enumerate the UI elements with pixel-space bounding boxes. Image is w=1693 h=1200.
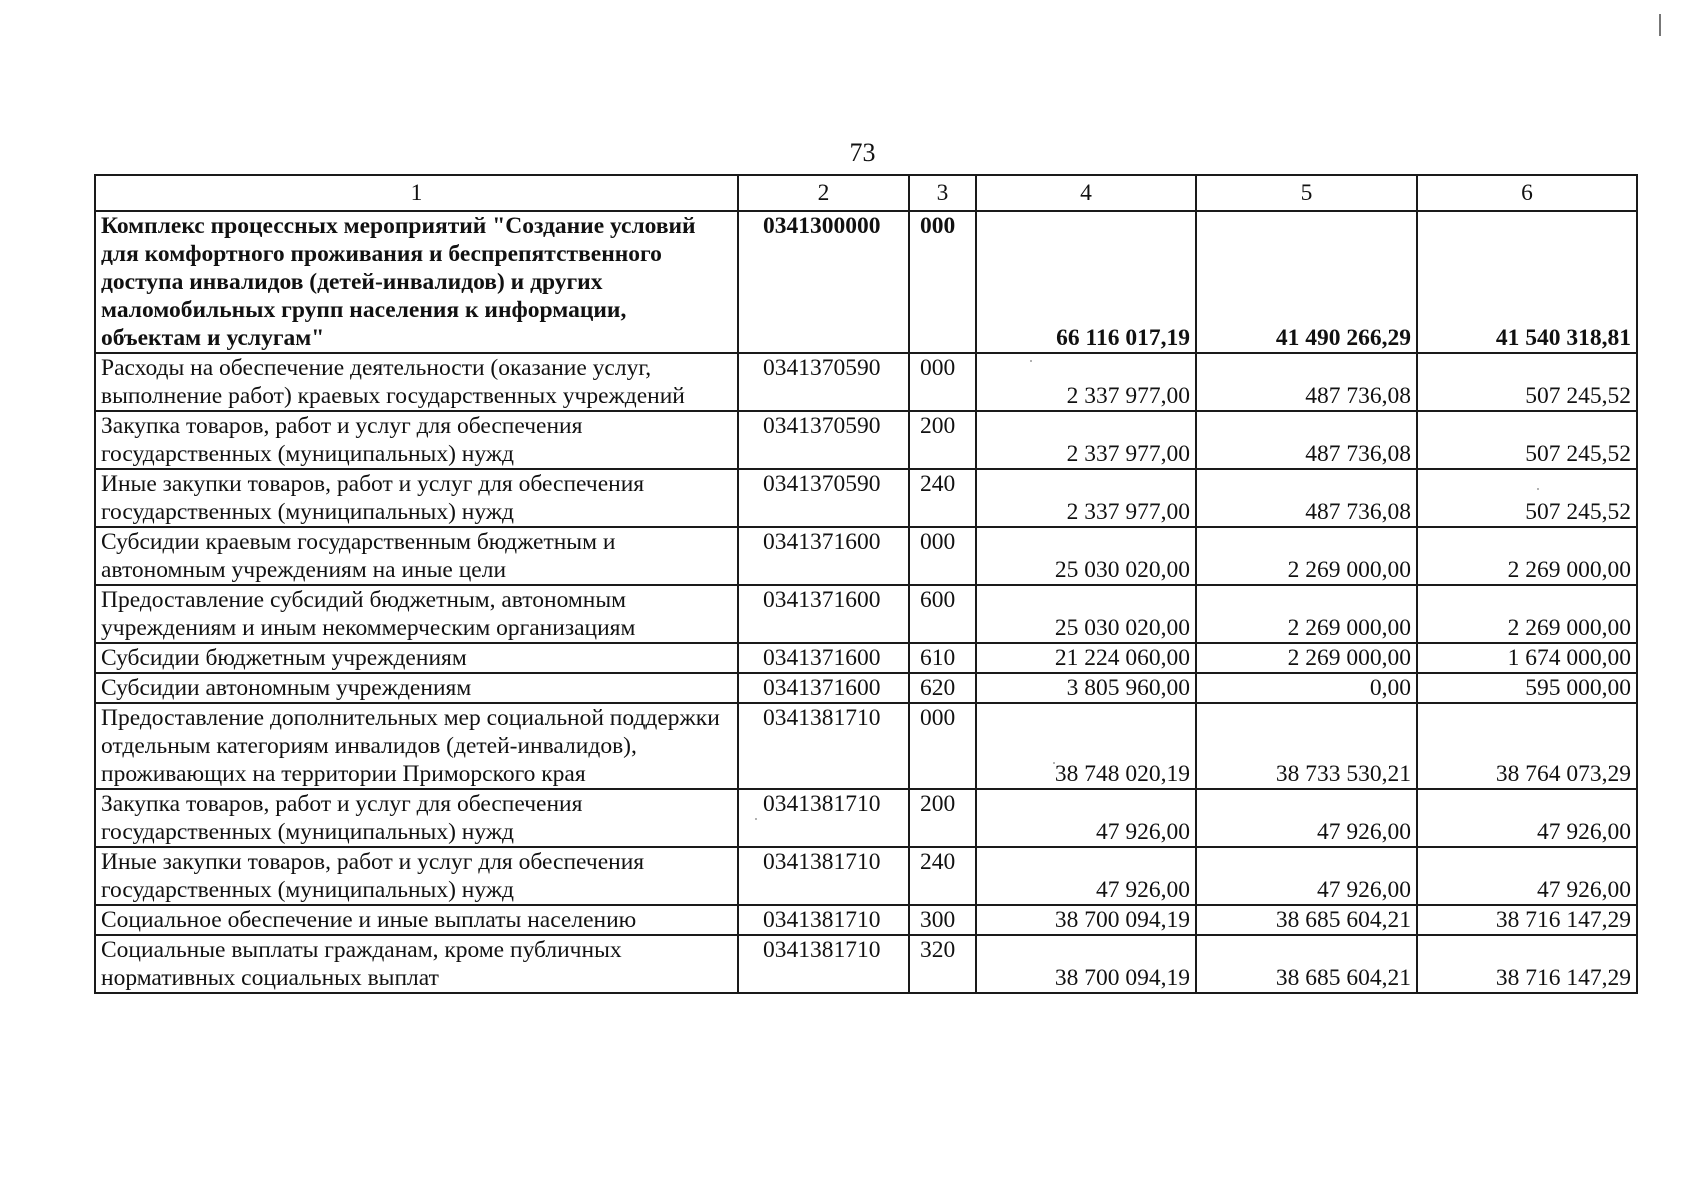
row-value-col4-cell: 38 748 020,19	[976, 703, 1196, 789]
row-code-cell: 0341370590	[738, 353, 909, 411]
row-kind-cell: 200	[909, 789, 976, 847]
row-code-cell: 0341381710	[738, 703, 909, 789]
row-name-cell: Предоставление дополнительных мер социальной поддержки отдельным категориям инвалидов (детей-инвалидов), проживающих на территории Приморского края	[95, 703, 738, 789]
table-row	[95, 905, 1637, 935]
row-value-col5-cell: 47 926,00	[1196, 847, 1417, 905]
row-value-col5-cell: 38 685 604,21	[1196, 905, 1417, 935]
row-value-col5-cell: 38 685 604,21	[1196, 935, 1417, 993]
row-value-col6-cell: 595 000,00	[1417, 673, 1637, 703]
row-code-cell: 0341370590	[738, 411, 909, 469]
row-value-col5-cell: 38 733 530,21	[1196, 703, 1417, 789]
row-value-col6-cell: 47 926,00	[1417, 789, 1637, 847]
row-code-cell: 0341381710	[738, 905, 909, 935]
row-value-col6-cell: 38 716 147,29	[1417, 935, 1637, 993]
row-value-col5-cell: 0,00	[1196, 673, 1417, 703]
row-value-col4-cell: 21 224 060,00	[976, 643, 1196, 673]
row-value-col4-cell: 2 337 977,00	[976, 411, 1196, 469]
table-row	[95, 353, 1637, 411]
row-name-cell: Закупка товаров, работ и услуг для обеспечения государственных (муниципальных) нужд	[95, 411, 738, 469]
row-value-col5-cell: 2 269 000,00	[1196, 643, 1417, 673]
row-value-col4-cell: 47 926,00	[976, 847, 1196, 905]
row-value-col5-cell: 41 490 266,29	[1196, 211, 1417, 353]
row-code-cell: 0341381710	[738, 847, 909, 905]
table-header-row	[95, 175, 1637, 211]
header-cell-col3: 3	[909, 175, 976, 211]
row-value-col6-cell: 1 674 000,00	[1417, 643, 1637, 673]
row-value-col6-cell: 47 926,00	[1417, 847, 1637, 905]
row-kind-cell: 000	[909, 211, 976, 353]
table-row	[95, 673, 1637, 703]
scan-speck	[755, 818, 757, 820]
row-value-col4-cell: 3 805 960,00	[976, 673, 1196, 703]
row-value-col4-cell: 2 337 977,00	[976, 353, 1196, 411]
row-value-col4-cell: 25 030 020,00	[976, 585, 1196, 643]
row-name-cell: Комплекс процессных мероприятий "Создание условий для комфортного проживания и беспрепятственного доступа инвалидов (детей-инвалидов) и других маломобильных групп населения к информации, объектам и услугам"	[95, 211, 738, 353]
row-name-cell: Социальные выплаты гражданам, кроме публичных нормативных социальных выплат	[95, 935, 738, 993]
header-cell-col6: 6	[1417, 175, 1637, 211]
row-kind-cell: 240	[909, 469, 976, 527]
row-code-cell: 0341381710	[738, 935, 909, 993]
row-name-cell: Иные закупки товаров, работ и услуг для обеспечения государственных (муниципальных) нужд	[95, 847, 738, 905]
row-code-cell: 0341371600	[738, 527, 909, 585]
header-cell-col1: 1	[95, 175, 738, 211]
row-value-col6-cell: 507 245,52	[1417, 469, 1637, 527]
row-value-col4-cell: 2 337 977,00	[976, 469, 1196, 527]
row-name-cell: Расходы на обеспечение деятельности (оказание услуг, выполнение работ) краевых государственных учреждений	[95, 353, 738, 411]
table-row	[95, 935, 1637, 993]
row-kind-cell: 620	[909, 673, 976, 703]
row-name-cell: Субсидии краевым государственным бюджетным и автономным учреждениям на иные цели	[95, 527, 738, 585]
row-value-col6-cell: 2 269 000,00	[1417, 527, 1637, 585]
row-kind-cell: 610	[909, 643, 976, 673]
scan-speck	[1053, 762, 1055, 764]
row-value-col5-cell: 2 269 000,00	[1196, 527, 1417, 585]
scan-speck	[1537, 488, 1539, 490]
row-value-col6-cell: 507 245,52	[1417, 411, 1637, 469]
table-row	[95, 469, 1637, 527]
row-code-cell: 0341370590	[738, 469, 909, 527]
row-kind-cell: 320	[909, 935, 976, 993]
row-name-cell: Предоставление субсидий бюджетным, автономным учреждениям и иным некоммерческим организациям	[95, 585, 738, 643]
row-kind-cell: 240	[909, 847, 976, 905]
table-row	[95, 585, 1637, 643]
row-value-col6-cell: 507 245,52	[1417, 353, 1637, 411]
row-code-cell: 0341381710	[738, 789, 909, 847]
row-kind-cell: 300	[909, 905, 976, 935]
row-value-col4-cell: 25 030 020,00	[976, 527, 1196, 585]
table-row	[95, 703, 1637, 789]
row-value-col6-cell: 41 540 318,81	[1417, 211, 1637, 353]
header-cell-col5: 5	[1196, 175, 1417, 211]
row-value-col5-cell: 487 736,08	[1196, 411, 1417, 469]
header-cell-col2: 2	[738, 175, 909, 211]
row-value-col4-cell: 38 700 094,19	[976, 905, 1196, 935]
row-code-cell: 0341371600	[738, 585, 909, 643]
row-kind-cell: 600	[909, 585, 976, 643]
row-name-cell: Социальное обеспечение и иные выплаты населению	[95, 905, 738, 935]
header-cell-col4: 4	[976, 175, 1196, 211]
page-number: 73	[849, 138, 876, 167]
row-code-cell: 0341371600	[738, 673, 909, 703]
row-name-cell: Закупка товаров, работ и услуг для обеспечения государственных (муниципальных) нужд	[95, 789, 738, 847]
table-row	[95, 527, 1637, 585]
table-row	[95, 643, 1637, 673]
row-kind-cell: 000	[909, 703, 976, 789]
table-row	[95, 411, 1637, 469]
scan-speck	[1030, 360, 1032, 362]
row-value-col5-cell: 487 736,08	[1196, 353, 1417, 411]
row-code-cell: 0341300000	[738, 211, 909, 353]
row-name-cell: Субсидии бюджетным учреждениям	[95, 643, 738, 673]
row-code-cell: 0341371600	[738, 643, 909, 673]
table-row	[95, 211, 1637, 353]
row-value-col6-cell: 38 716 147,29	[1417, 905, 1637, 935]
row-value-col4-cell: 66 116 017,19	[976, 211, 1196, 353]
row-kind-cell: 000	[909, 353, 976, 411]
row-value-col6-cell: 2 269 000,00	[1417, 585, 1637, 643]
budget-table-body	[95, 175, 1637, 993]
row-value-col5-cell: 2 269 000,00	[1196, 585, 1417, 643]
row-value-col6-cell: 38 764 073,29	[1417, 703, 1637, 789]
scan-edge-mark	[1659, 14, 1661, 36]
table-row	[95, 847, 1637, 905]
row-name-cell: Субсидии автономным учреждениям	[95, 673, 738, 703]
row-value-col5-cell: 47 926,00	[1196, 789, 1417, 847]
row-value-col4-cell: 38 700 094,19	[976, 935, 1196, 993]
row-kind-cell: 200	[909, 411, 976, 469]
table-row	[95, 789, 1637, 847]
row-name-cell: Иные закупки товаров, работ и услуг для обеспечения государственных (муниципальных) нужд	[95, 469, 738, 527]
row-value-col4-cell: 47 926,00	[976, 789, 1196, 847]
row-value-col5-cell: 487 736,08	[1196, 469, 1417, 527]
budget-table	[94, 174, 1638, 994]
row-kind-cell: 000	[909, 527, 976, 585]
